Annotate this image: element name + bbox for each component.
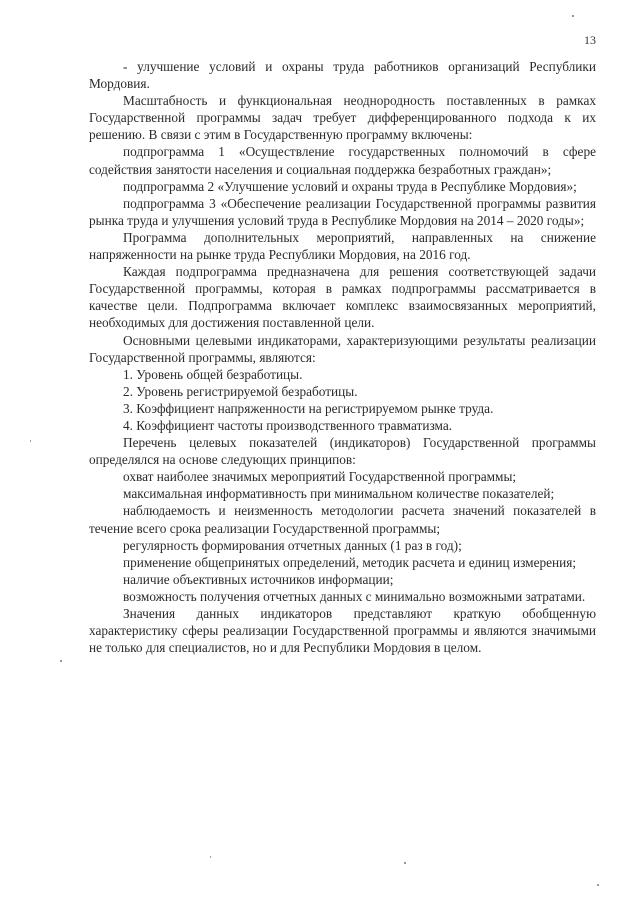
paragraph: Основными целевыми индикаторами, характеризующими результаты реализации Государственной программы, являются: bbox=[89, 332, 596, 365]
scan-speck bbox=[404, 862, 406, 864]
paragraph: наличие объективных источников информации; bbox=[123, 571, 394, 587]
paragraph: подпрограмма 1 «Осуществление государственных полномочий в сфере содействия занятости населения и социальная поддержка безработных граждан»; bbox=[89, 144, 596, 177]
paragraph: применение общепринятых определений, методик расчета и единиц измерения; bbox=[123, 554, 577, 570]
page-body bbox=[89, 58, 596, 656]
scan-speck bbox=[30, 440, 31, 442]
paragraph: наблюдаемость и неизменность методологии расчета значений показателей в течение всего срока реализации Государственной программы; bbox=[89, 503, 596, 536]
paragraph: возможность получения отчетных данных с минимально возможными затратами. bbox=[123, 588, 586, 604]
paragraph: Каждая подпрограмма предназначена для решения соответствующей задачи Государственной программы, которая в рамках подпрограммы рассматривается в качестве цели. Подпрограмма включает комплекс взаимосвязанных мероприятий, необходимых для достижения поставленной цели. bbox=[89, 264, 596, 331]
page-number: 13 bbox=[584, 33, 596, 47]
paragraph: подпрограмма 2 «Улучшение условий и охраны труда в Республике Мордовия»; bbox=[123, 178, 577, 194]
list-item: 1. Уровень общей безработицы. bbox=[123, 366, 303, 382]
scan-speck bbox=[572, 15, 574, 17]
paragraph: подпрограмма 3 «Обеспечение реализации Государственной программы развития рынка труда и улучшения условий труда в Республике Мордовия на 2014 – 2020 годы»; bbox=[89, 195, 596, 228]
list-item: 2. Уровень регистрируемой безработицы. bbox=[123, 383, 358, 399]
list-item: 4. Коэффициент частоты производственного травматизма. bbox=[123, 417, 453, 433]
paragraph: Значения данных индикаторов представляют краткую обобщенную характеристику сферы реализации Государственной программы и являются значимыми не только для специалистов, но и для Республики Мордовия в целом. bbox=[89, 606, 596, 656]
scan-speck bbox=[60, 660, 62, 662]
paragraph: регулярность формирования отчетных данных (1 раз в год); bbox=[123, 537, 462, 553]
scan-speck bbox=[210, 856, 211, 858]
paragraph: Перечень целевых показателей (индикаторов) Государственной программы определялся на основе следующих принципов: bbox=[89, 435, 596, 468]
list-item: 3. Коэффициент напряженности на регистрируемом рынке труда. bbox=[123, 400, 494, 416]
paragraph: - улучшение условий и охраны труда работников организаций Республики Мордовия. bbox=[89, 59, 596, 92]
paragraph: Масштабность и функциональная неоднородность поставленных в рамках Государственной программы задач требует дифференцированного подхода к их решению. В связи с этим в Государственную программу включены: bbox=[89, 93, 596, 143]
scan-speck bbox=[597, 884, 599, 886]
paragraph: Программа дополнительных мероприятий, направленных на снижение напряженности на рынке труда Республики Мордовия, на 2016 год. bbox=[89, 229, 596, 263]
paragraph: максимальная информативность при минимальном количестве показателей; bbox=[123, 486, 555, 502]
paragraph: охват наиболее значимых мероприятий Государственной программы; bbox=[123, 469, 517, 485]
